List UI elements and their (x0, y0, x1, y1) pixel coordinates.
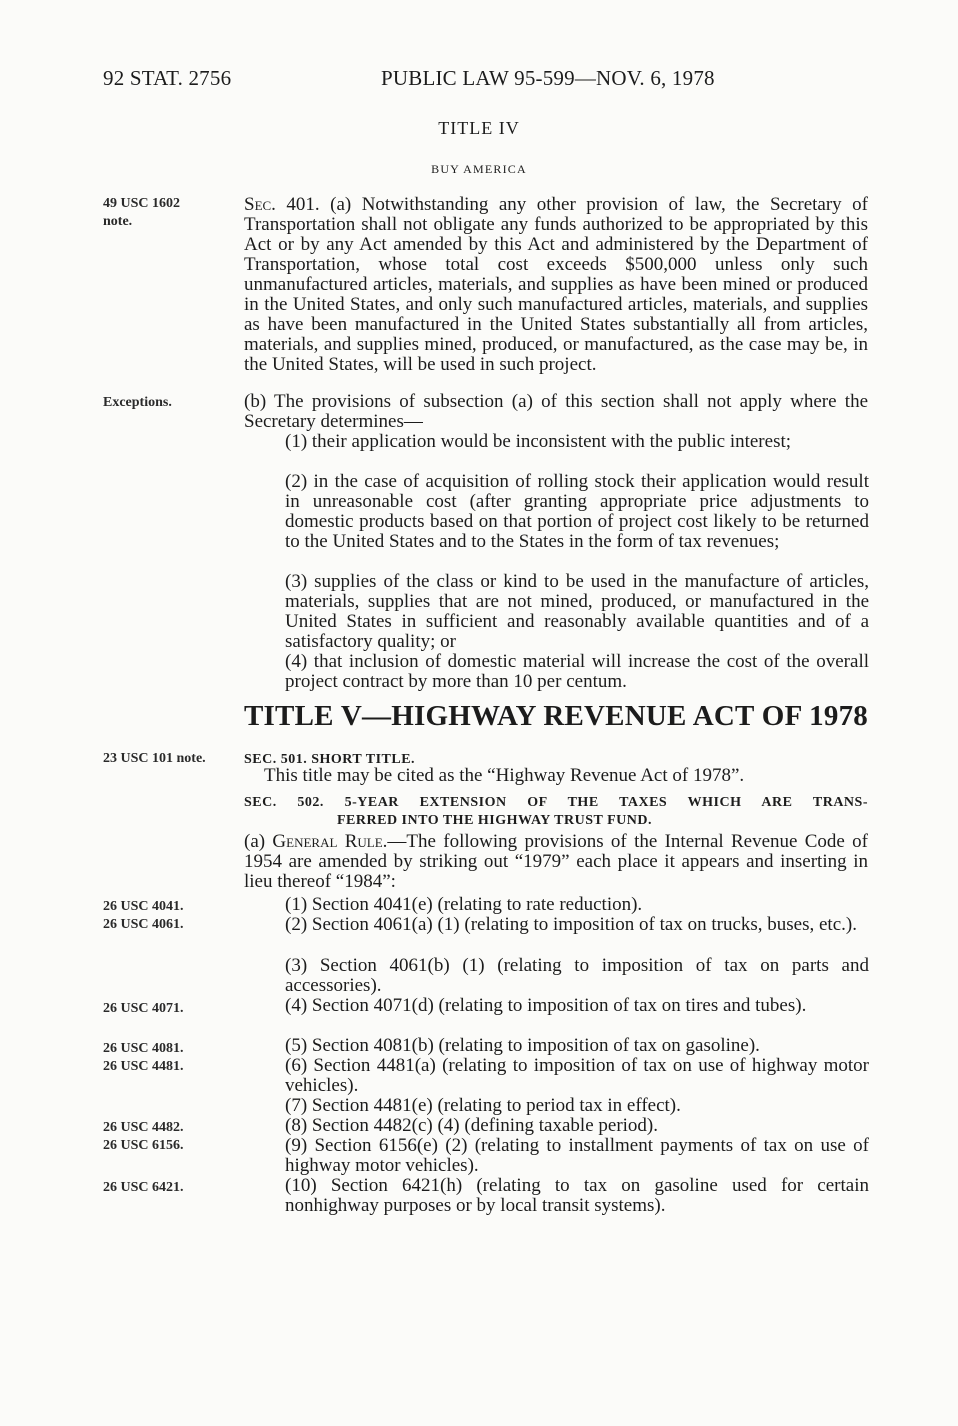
section-501-heading: SEC. 501. SHORT TITLE. (244, 752, 416, 767)
amendment-item-7: (7) Section 4481(e) (relating to period tax in effect). (285, 1095, 681, 1116)
amendment-item-10: (10) Section 6421(h) (relating to tax on gasoline used for certain nonhighway purposes or by local transit systems). (285, 1175, 869, 1216)
margin-note-26usc4481: 26 USC 4481. (103, 1059, 184, 1074)
margin-note-exceptions: Exceptions. (103, 395, 172, 410)
buy-america-heading: BUY AMERICA (431, 162, 527, 176)
margin-note-49usc1602: 49 USC 1602 (103, 196, 181, 211)
margin-note-26usc4081: 26 USC 4081. (103, 1041, 184, 1056)
margin-note-26usc4061: 26 USC 4061. (103, 917, 184, 932)
exception-item-3: (3) supplies of the class or kind to be used in the manufacture of articles, materials, supplies that are not mined, produced, or manufactured in the United States in sufficient and reasonably available quantities and of a satisfactory quality; or (285, 571, 869, 652)
amendment-item-1: (1) Section 4041(e) (relating to rate reduction). (285, 894, 643, 915)
margin-note-26usc4071: 26 USC 4071. (103, 1001, 184, 1016)
amendment-item-3: (3) Section 4061(b) (1) (relating to imposition of tax on parts and accessories). (285, 955, 869, 996)
section-501-text: This title may be cited as the “Highway Revenue Act of 1978”. (264, 765, 745, 786)
amendment-item-4: (4) Section 4071(d) (relating to imposition of tax on tires and tubes). (285, 995, 807, 1016)
section-401-b: (b) The provisions of subsection (a) of this section shall not apply where the Secretary determines— (244, 391, 868, 432)
amendment-item-9: (9) Section 6156(e) (2) (relating to installment payments of tax on use of highway motor vehicles). (285, 1135, 869, 1176)
general-rule-label: General Rule (272, 831, 383, 852)
amendment-item-5: (5) Section 4081(b) (relating to imposition of tax on gasoline). (285, 1035, 760, 1056)
margin-note-note: note. (103, 214, 133, 229)
exception-item-4: (4) that inclusion of domestic material will increase the cost of the overall project contract by more than 10 per centum. (285, 651, 869, 692)
title-v-heading: TITLE V—HIGHWAY REVENUE ACT OF 1978 (244, 700, 868, 732)
margin-note-26usc4482: 26 USC 4482. (103, 1120, 184, 1135)
sec-label: Sec. (244, 194, 276, 215)
amendment-item-8: (8) Section 4482(c) (4) (defining taxable period). (285, 1115, 659, 1136)
section-502-heading-line2: FERRED INTO THE HIGHWAY TRUST FUND. (337, 813, 652, 828)
page-running-head: PUBLIC LAW 95-599—NOV. 6, 1978 (381, 66, 715, 90)
section-401-a (244, 195, 868, 375)
margin-note-26usc6156: 26 USC 6156. (103, 1138, 184, 1153)
general-rule-lead: (a) (244, 831, 273, 852)
exception-item-2: (2) in the case of acquisition of rolling stock their application would result in unreasonable cost (after granting appropriate price adjustments to domestic products based on that portion of project cost likely to be returned to the United States and to the States in the form of tax revenues; (285, 471, 869, 552)
general-rule-text: .—The following provisions of the Internal Revenue Code of 1954 are amended by striking out “1979” each place it appears and inserting in lieu thereof “1984”: (244, 831, 869, 892)
section-502-heading-line1: SEC. 502. 5-YEAR EXTENSION OF THE TAXES WHICH ARE TRANS- (244, 795, 868, 810)
page-stat-number: 92 STAT. 2756 (103, 66, 232, 90)
exception-item-1: (1) their application would be inconsistent with the public interest; (285, 431, 792, 452)
margin-note-23usc101: 23 USC 101 note. (103, 751, 206, 766)
amendment-item-6: (6) Section 4481(a) (relating to imposition of tax on use of highway motor vehicles). (285, 1055, 869, 1096)
margin-note-26usc6421: 26 USC 6421. (103, 1180, 184, 1195)
title-iv-heading: TITLE IV (438, 118, 520, 138)
margin-note-26usc4041: 26 USC 4041. (103, 899, 184, 914)
section-401-a-text: 401. (a) Notwithstanding any other provision of law, the Secretary of Transportation shall not obligate any funds authorized to be appropriated by this Act or by any Act amended by this Act and administered by the Department of Transportation, whose total cost exceeds $500,000 unless only such unmanufactured articles, materials, and supplies as have been mined or produced in the United States, and only such manufactured articles, materials, and supplies as have been manufactured in the United States substantially all from articles, materials, and supplies mined, produced, or manufactured, as the case may be, in the United States, will be used in such project. (244, 194, 868, 375)
general-rule-paragraph (244, 832, 868, 892)
amendment-item-2: (2) Section 4061(a) (1) (relating to imposition of tax on trucks, buses, etc.). (285, 914, 857, 935)
